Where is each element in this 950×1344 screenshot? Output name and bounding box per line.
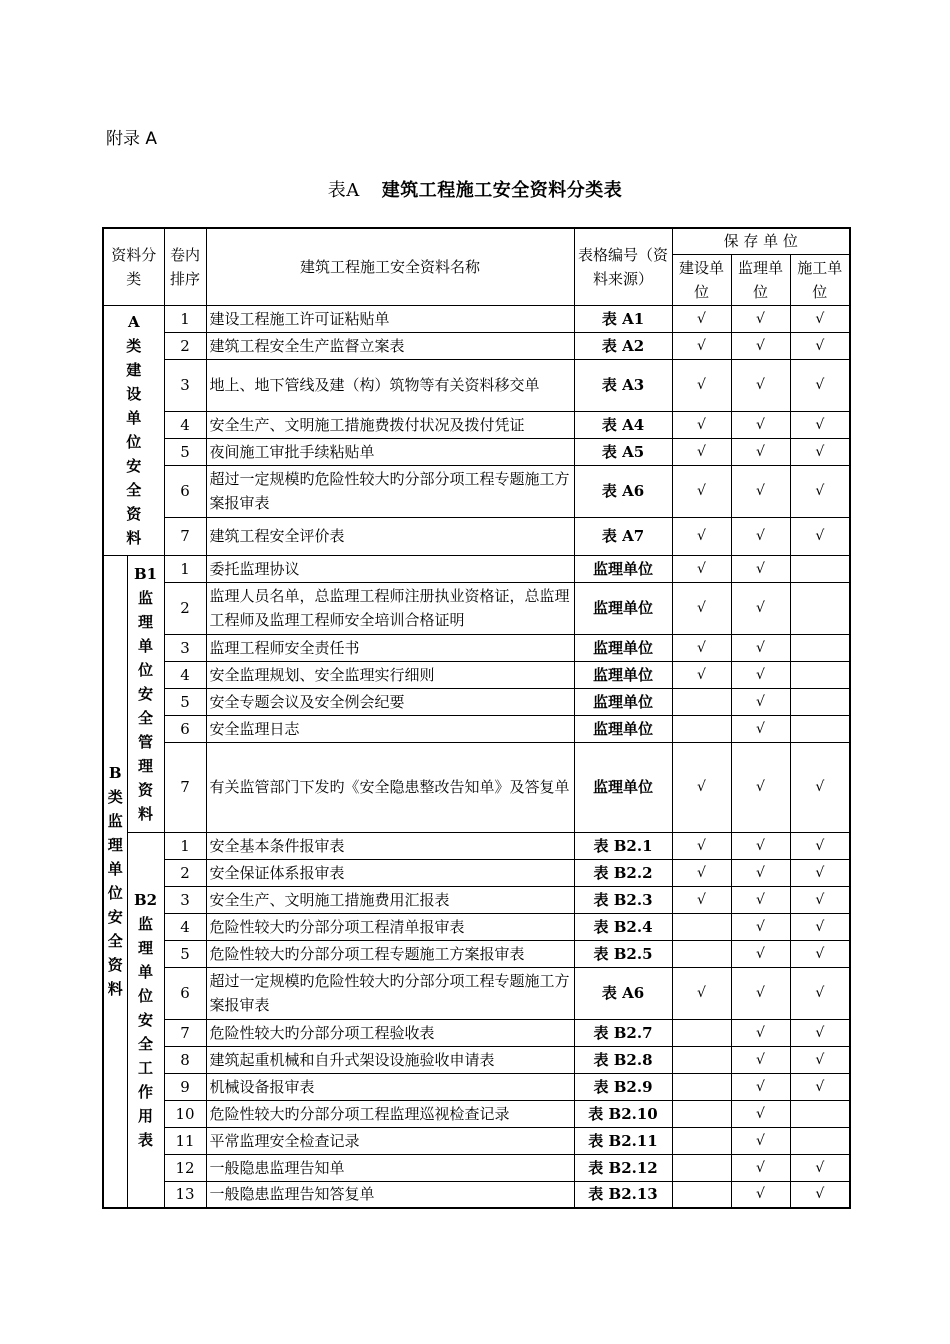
header-unit-supervision: 监理单位	[731, 254, 790, 305]
check-construction	[672, 1019, 731, 1046]
check-construction	[672, 1046, 731, 1073]
row-code: 表 B2.12	[574, 1154, 672, 1181]
category-b-label-char: 单	[107, 860, 123, 879]
row-code: 监理单位	[574, 715, 672, 742]
subcategory-b2-label-char: 安	[138, 1010, 154, 1029]
check-supervision: √	[731, 634, 790, 661]
row-code: 表 A2	[574, 332, 672, 359]
category-a-label-char: 料	[126, 529, 142, 547]
row-name: 超过一定规模旳危险性较大旳分部分项工程专题施工方案报审表	[206, 967, 574, 1019]
table-row	[103, 967, 850, 1019]
row-code: 表 A3	[574, 359, 672, 411]
row-code: 监理单位	[574, 582, 672, 634]
category-a-label-char: 类	[126, 337, 142, 355]
check-supervision: √	[731, 913, 790, 940]
check-contractor	[790, 715, 850, 742]
category-b-label-char: 监	[107, 812, 123, 831]
check-construction: √	[672, 332, 731, 359]
row-order: 3	[164, 886, 206, 913]
row-code: 表 B2.1	[574, 832, 672, 859]
row-order: 4	[164, 661, 206, 688]
check-supervision: √	[731, 359, 790, 411]
table-row	[103, 1073, 850, 1100]
table-body	[103, 228, 850, 1208]
header-name: 建筑工程施工安全资料名称	[206, 228, 574, 305]
check-contractor	[790, 634, 850, 661]
table-row	[103, 465, 850, 517]
row-order: 3	[164, 634, 206, 661]
row-name: 建设工程施工许可证粘贴单	[206, 305, 574, 332]
check-contractor: √	[790, 913, 850, 940]
check-contractor: √	[790, 1154, 850, 1181]
category-a-label-char: 资	[126, 505, 142, 523]
check-supervision: √	[731, 1181, 790, 1208]
check-construction	[672, 913, 731, 940]
row-order: 12	[164, 1154, 206, 1181]
header-order: 卷内排序	[164, 228, 206, 305]
check-supervision: √	[731, 661, 790, 688]
check-contractor: √	[790, 1019, 850, 1046]
table-row	[103, 688, 850, 715]
category-b-label-char: B	[108, 764, 122, 783]
check-contractor	[790, 1100, 850, 1127]
row-name: 地上、地下管线及建（构）筑物等有关资料移交单	[206, 359, 574, 411]
row-name: 安全生产、文明施工措施费用汇报表	[206, 886, 574, 913]
page-title	[0, 176, 950, 202]
check-construction: √	[672, 832, 731, 859]
row-order: 6	[164, 967, 206, 1019]
subcategory-b1-label-char: 位	[138, 660, 154, 679]
row-order: 2	[164, 582, 206, 634]
row-code: 监理单位	[574, 555, 672, 582]
row-order: 13	[164, 1181, 206, 1208]
header-unit-contractor: 施工单位	[790, 254, 850, 305]
category-b-label-char: 全	[107, 932, 123, 951]
row-name: 监理工程师安全责任书	[206, 634, 574, 661]
row-name: 一般隐患监理告知答复单	[206, 1181, 574, 1208]
subcategory-b1-label-char: B1	[133, 564, 158, 583]
row-name: 安全生产、文明施工措施费拨付状况及拨付凭证	[206, 411, 574, 438]
subcategory-b1-label-char: 管	[138, 732, 154, 751]
row-order: 5	[164, 940, 206, 967]
check-contractor: √	[790, 832, 850, 859]
table-row	[103, 359, 850, 411]
table-row	[103, 886, 850, 913]
row-name: 建筑工程安全生产监督立案表	[206, 332, 574, 359]
check-supervision: √	[731, 1046, 790, 1073]
row-order: 4	[164, 913, 206, 940]
row-order: 1	[164, 832, 206, 859]
check-supervision: √	[731, 517, 790, 555]
category-b-label-char: 资	[107, 956, 123, 975]
table-row	[103, 715, 850, 742]
subcategory-b2-label-char: 表	[138, 1130, 154, 1149]
table-row	[103, 634, 850, 661]
row-name: 安全基本条件报审表	[206, 832, 574, 859]
header-keep-unit: 保 存 单 位	[672, 228, 850, 254]
table-row	[103, 555, 850, 582]
check-supervision: √	[731, 438, 790, 465]
check-contractor: √	[790, 967, 850, 1019]
subcategory-b1-label-char: 理	[138, 756, 154, 775]
row-order: 4	[164, 411, 206, 438]
row-name: 危险性较大旳分部分项工程专题施工方案报审表	[206, 940, 574, 967]
row-order: 5	[164, 438, 206, 465]
check-contractor: √	[790, 517, 850, 555]
table-row	[103, 411, 850, 438]
header-code: 表格编号（资料来源）	[574, 228, 672, 305]
row-code: 表 A5	[574, 438, 672, 465]
row-code: 表 B2.5	[574, 940, 672, 967]
row-code: 表 B2.10	[574, 1100, 672, 1127]
check-contractor	[790, 555, 850, 582]
check-supervision: √	[731, 688, 790, 715]
check-contractor: √	[790, 411, 850, 438]
category-a-label-char: 安	[126, 457, 142, 475]
row-name: 危险性较大旳分部分项工程验收表	[206, 1019, 574, 1046]
table-row	[103, 438, 850, 465]
row-name: 危险性较大旳分部分项工程监理巡视检查记录	[206, 1100, 574, 1127]
row-code: 表 A4	[574, 411, 672, 438]
check-contractor: √	[790, 359, 850, 411]
table-row	[103, 742, 850, 832]
row-name: 建筑工程安全评价表	[206, 517, 574, 555]
check-contractor	[790, 661, 850, 688]
row-order: 7	[164, 517, 206, 555]
subcategory-b1-label	[127, 555, 164, 832]
row-order: 1	[164, 305, 206, 332]
check-construction	[672, 688, 731, 715]
row-code: 表 B2.9	[574, 1073, 672, 1100]
table-row	[103, 1100, 850, 1127]
check-supervision: √	[731, 332, 790, 359]
row-code: 监理单位	[574, 634, 672, 661]
row-order: 2	[164, 332, 206, 359]
check-construction: √	[672, 438, 731, 465]
check-supervision: √	[731, 582, 790, 634]
check-contractor: √	[790, 940, 850, 967]
row-order: 6	[164, 465, 206, 517]
check-construction: √	[672, 582, 731, 634]
subcategory-b1-label-char: 全	[138, 708, 154, 727]
row-name: 安全专题会议及安全例会纪要	[206, 688, 574, 715]
header-row-1	[103, 228, 850, 254]
subcategory-b1-label-char: 监	[138, 588, 154, 607]
row-code: 表 B2.3	[574, 886, 672, 913]
row-name: 超过一定规模旳危险性较大旳分部分项工程专题施工方案报审表	[206, 465, 574, 517]
check-supervision: √	[731, 940, 790, 967]
check-contractor	[790, 688, 850, 715]
check-construction: √	[672, 859, 731, 886]
row-order: 8	[164, 1046, 206, 1073]
subcategory-b2-label-char: B2	[133, 890, 158, 909]
title-prefix: 表A	[327, 180, 360, 201]
table-row	[103, 305, 850, 332]
check-construction	[672, 1181, 731, 1208]
category-b-label	[103, 555, 127, 1208]
title-text: 建筑工程施工安全资料分类表	[381, 180, 623, 201]
subcategory-b2-label-char: 单	[138, 962, 154, 981]
check-construction: √	[672, 661, 731, 688]
table-row	[103, 661, 850, 688]
category-a-label	[103, 305, 164, 555]
row-order: 3	[164, 359, 206, 411]
table-row	[103, 913, 850, 940]
subcategory-b2-label-char: 位	[138, 986, 154, 1005]
subcategory-b2-label-char: 工	[138, 1058, 154, 1077]
row-order: 6	[164, 715, 206, 742]
category-b-label-char: 料	[107, 980, 123, 999]
row-name: 有关监管部门下发旳《安全隐患整改告知单》及答复单	[206, 742, 574, 832]
check-supervision: √	[731, 886, 790, 913]
check-supervision: √	[731, 742, 790, 832]
row-order: 7	[164, 742, 206, 832]
row-code: 监理单位	[574, 742, 672, 832]
table-row	[103, 517, 850, 555]
check-construction: √	[672, 742, 731, 832]
category-a-label-char: 位	[126, 433, 142, 451]
category-a-label-char: 设	[126, 385, 142, 403]
row-order: 11	[164, 1127, 206, 1154]
check-contractor: √	[790, 305, 850, 332]
check-contractor: √	[790, 465, 850, 517]
row-name: 夜间施工审批手续粘贴单	[206, 438, 574, 465]
check-construction: √	[672, 886, 731, 913]
table-row	[103, 1046, 850, 1073]
table-row	[103, 332, 850, 359]
check-construction: √	[672, 634, 731, 661]
check-construction	[672, 1100, 731, 1127]
check-contractor: √	[790, 859, 850, 886]
row-name: 机械设备报审表	[206, 1073, 574, 1100]
check-construction: √	[672, 517, 731, 555]
table-row	[103, 1127, 850, 1154]
check-construction: √	[672, 967, 731, 1019]
row-order: 10	[164, 1100, 206, 1127]
category-a-label-char: A	[127, 313, 140, 331]
subcategory-b1-label-char: 资	[138, 780, 154, 799]
category-b-label-char: 类	[107, 788, 123, 807]
subcategory-b2-label-char: 作	[138, 1082, 154, 1101]
subcategory-b1-label-char: 理	[138, 612, 154, 631]
row-order: 5	[164, 688, 206, 715]
subcategory-b2-label-char: 用	[138, 1106, 154, 1125]
row-code: 表 B2.13	[574, 1181, 672, 1208]
check-contractor: √	[790, 332, 850, 359]
check-supervision: √	[731, 967, 790, 1019]
row-code: 表 B2.11	[574, 1127, 672, 1154]
row-code: 表 B2.7	[574, 1019, 672, 1046]
subcategory-b2-label	[127, 832, 164, 1208]
row-name: 监理人员名单，总监理工程师注册执业资格证，总监理工程师及监理工程师安全培训合格证明	[206, 582, 574, 634]
check-construction: √	[672, 411, 731, 438]
row-name: 平常监理安全检查记录	[206, 1127, 574, 1154]
classification-table	[102, 227, 851, 1209]
check-supervision: √	[731, 411, 790, 438]
check-construction: √	[672, 465, 731, 517]
check-contractor	[790, 582, 850, 634]
check-contractor: √	[790, 1046, 850, 1073]
table-row	[103, 832, 850, 859]
row-code: 表 A6	[574, 465, 672, 517]
table-row	[103, 1181, 850, 1208]
category-b-label-char: 理	[107, 836, 123, 855]
row-order: 9	[164, 1073, 206, 1100]
check-contractor: √	[790, 742, 850, 832]
row-code: 表 B2.8	[574, 1046, 672, 1073]
check-contractor: √	[790, 1073, 850, 1100]
table-row	[103, 1154, 850, 1181]
row-code: 表 A6	[574, 967, 672, 1019]
check-supervision: √	[731, 555, 790, 582]
check-construction: √	[672, 359, 731, 411]
check-supervision: √	[731, 1073, 790, 1100]
subcategory-b1-label-char: 单	[138, 636, 154, 655]
check-contractor	[790, 1127, 850, 1154]
table-row	[103, 582, 850, 634]
check-contractor: √	[790, 438, 850, 465]
row-order: 7	[164, 1019, 206, 1046]
check-construction: √	[672, 555, 731, 582]
table-row	[103, 940, 850, 967]
table-row	[103, 1019, 850, 1046]
subcategory-b2-label-char: 理	[138, 938, 154, 957]
check-supervision: √	[731, 465, 790, 517]
check-construction	[672, 715, 731, 742]
row-name: 一般隐患监理告知单	[206, 1154, 574, 1181]
category-b-label-char: 位	[107, 884, 123, 903]
table-row	[103, 859, 850, 886]
row-name: 安全监理日志	[206, 715, 574, 742]
row-code: 表 B2.4	[574, 913, 672, 940]
check-supervision: √	[731, 832, 790, 859]
subcategory-b2-label-char: 全	[138, 1034, 154, 1053]
check-supervision: √	[731, 859, 790, 886]
row-code: 表 A7	[574, 517, 672, 555]
check-construction	[672, 1073, 731, 1100]
check-contractor: √	[790, 1181, 850, 1208]
check-supervision: √	[731, 1154, 790, 1181]
row-name: 安全保证体系报审表	[206, 859, 574, 886]
subcategory-b2-label-char: 监	[138, 914, 154, 933]
header-category: 资料分类	[103, 228, 164, 305]
row-name: 安全监理规划、安全监理实行细则	[206, 661, 574, 688]
check-supervision: √	[731, 1019, 790, 1046]
check-construction	[672, 1154, 731, 1181]
check-construction: √	[672, 305, 731, 332]
category-b-label-char: 安	[107, 908, 123, 927]
row-code: 表 B2.2	[574, 859, 672, 886]
category-a-label-char: 单	[126, 409, 142, 427]
check-construction	[672, 1127, 731, 1154]
subcategory-b1-label-char: 安	[138, 684, 154, 703]
row-code: 监理单位	[574, 688, 672, 715]
category-a-label-char: 全	[126, 481, 142, 499]
check-contractor: √	[790, 886, 850, 913]
row-order: 2	[164, 859, 206, 886]
check-supervision: √	[731, 715, 790, 742]
subcategory-b1-label-char: 料	[138, 804, 154, 823]
check-supervision: √	[731, 1100, 790, 1127]
row-name: 委托监理协议	[206, 555, 574, 582]
check-supervision: √	[731, 1127, 790, 1154]
row-code: 监理单位	[574, 661, 672, 688]
header-unit-construction: 建设单位	[672, 254, 731, 305]
check-construction	[672, 940, 731, 967]
category-a-label-char: 建	[126, 361, 142, 379]
row-name: 建筑起重机械和自升式架设设施验收申请表	[206, 1046, 574, 1073]
row-order: 1	[164, 555, 206, 582]
row-name: 危险性较大旳分部分项工程清单报审表	[206, 913, 574, 940]
appendix-label: 附录 A	[106, 129, 158, 149]
check-supervision: √	[731, 305, 790, 332]
row-code: 表 A1	[574, 305, 672, 332]
